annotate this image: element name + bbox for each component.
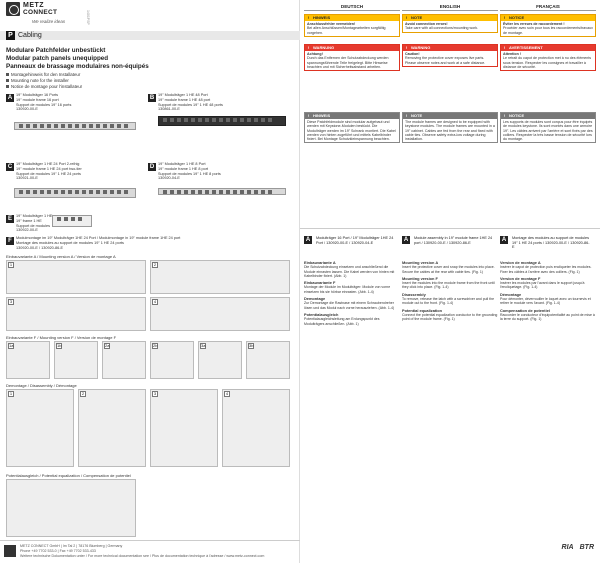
footer-docs: Weitere technische Dokumentation unter / For more technical documentation see / Plus de documentation technique à l'adresse / www.metz-connect.com — [20, 554, 265, 558]
port-icon — [54, 124, 58, 128]
port-icon — [54, 190, 58, 194]
port-icon — [268, 118, 272, 122]
step-image: 4 — [150, 297, 290, 331]
port-icon — [191, 190, 195, 194]
note-kind: ! NOTE — [403, 15, 497, 21]
port-icon — [198, 190, 202, 194]
section-letter: A — [305, 237, 311, 243]
info-kind: ! HINWEIS — [305, 113, 399, 119]
title-en: Modular patch panels unequipped — [6, 55, 109, 62]
port-icon — [89, 190, 93, 194]
port-icon — [82, 124, 86, 128]
port-icon — [68, 190, 72, 194]
section-label: Einbauvariante F / Mounting version F / Version de montage F — [6, 335, 117, 340]
bullet-icon — [6, 85, 9, 88]
info-box: ! NOTICE Les supports de modules sont conçus pour être équipés de modules keystone. Ils sont montés dans une armoire 19". Les câbles arrivent par l'arrière et sont fixés par des colliers. Respecter la très basse tension de sécurité lors du montage. — [500, 112, 596, 143]
step-image: 1a — [6, 341, 50, 379]
port-icon — [89, 124, 93, 128]
section-caption: Montage des modules au support de modules 19" 1 HE 24 ports / 130920-00-E / 130920-86-E — [512, 236, 590, 250]
port-icon — [261, 190, 265, 194]
port-icon — [61, 190, 65, 194]
variant-letter: D — [149, 164, 155, 170]
metz-logo-icon — [4, 545, 16, 557]
port-icon — [205, 190, 209, 194]
port-icon — [268, 190, 272, 194]
right-column — [300, 0, 600, 563]
port-icon — [212, 118, 216, 122]
port-icon — [57, 217, 61, 221]
port-icon — [47, 190, 51, 194]
port-icon — [226, 118, 230, 122]
brand-slogan: We realize ideas — [32, 19, 66, 24]
port-icon — [254, 190, 258, 194]
port-icon — [96, 124, 100, 128]
port-icon — [212, 190, 216, 194]
port-icon — [26, 124, 30, 128]
step-image: 1b — [54, 341, 98, 379]
section-caption: Module assembly in 19" module frame 1HE 24 port / 130920-00-E / 130920-86-E — [414, 236, 493, 245]
btr-logo: BTR — [579, 544, 594, 551]
subtitle-de: Montagehinweis für den Installateur — [11, 72, 81, 77]
port-icon — [33, 190, 37, 194]
port-icon — [68, 124, 72, 128]
warning-box: ! WARNUNG Achtung! Durch das Entfernen der Schutzabdeckung werden spannungsführende Teile freigelegt. Bitte Hinweise beachten und mit Sicherheitsabstand arbeiten. — [304, 44, 400, 71]
port-icon — [71, 217, 75, 221]
variant-caption: 19" Modulträger 16 Ports 19" module frame 16 port Support de modules 19" 16 ports 130920-00-E — [16, 93, 72, 112]
port-icon — [226, 190, 230, 194]
port-icon — [26, 190, 30, 194]
variant-caption: 19" Modulträger 1 HE 24 Port 2-reihig 19" module frame 1 HE 24 port two-tier Support de modules 19" 1 HE 24 ports 130921-00-E — [16, 162, 82, 181]
section-bar — [0, 31, 300, 40]
port-icon — [75, 190, 79, 194]
step-image: 2 — [150, 260, 290, 294]
port-icon — [61, 124, 65, 128]
port-icon — [163, 118, 167, 122]
port-icon — [96, 190, 100, 194]
port-icon — [247, 118, 251, 122]
document-subtitles — [6, 72, 82, 90]
step-image: 2a — [102, 341, 146, 379]
vertical-code: 1401PSP — [86, 10, 90, 25]
brand-name-bottom: CONNECT — [23, 9, 58, 16]
port-icon — [78, 217, 82, 221]
info-box: ! NOTE The module frames are designed to be equipped with keystone modules. The module frames are mounted in a 19" cabinet. Cables are fed from the rear and fixed with cable ties. Observe safety extra-low voltage during installation. — [402, 112, 498, 143]
port-icon — [103, 124, 107, 128]
port-icon — [110, 190, 114, 194]
port-icon — [261, 118, 265, 122]
variant-letter: A — [7, 95, 13, 101]
port-icon — [240, 118, 244, 122]
step-image: 3 — [6, 297, 146, 331]
section-title: Cabling — [18, 31, 42, 39]
port-icon — [198, 118, 202, 122]
section-label: Potentialausgleich / Potential equalization / Compensation de potentiel — [6, 473, 131, 478]
port-icon — [124, 124, 128, 128]
port-icon — [19, 124, 23, 128]
patch-panel-image — [158, 116, 286, 126]
ria-logo: RIA — [561, 544, 574, 551]
mounting-letter: F — [6, 237, 14, 245]
info-kind: ! NOTICE — [501, 113, 595, 119]
section-letter: A — [403, 237, 409, 243]
port-icon — [19, 190, 23, 194]
variant-caption: 19" Modulträger 1 HE 19" frame 1 HE Support de modules 130922-00-E — [16, 214, 53, 233]
port-icon — [184, 118, 188, 122]
section-caption: Modulträger 16 Port / 19" Modulträger 1HE 24 Port / 130920-00-E / 130920-04-E — [316, 236, 394, 245]
section-label: Demontage / Disassembly / Démontage — [6, 383, 77, 388]
step-image: 1 — [6, 389, 74, 467]
port-icon — [47, 124, 51, 128]
port-icon — [163, 190, 167, 194]
brand-name-top: METZ — [23, 2, 45, 9]
port-icon — [247, 190, 251, 194]
variant-letter: E — [7, 216, 12, 222]
port-icon — [170, 190, 174, 194]
title-de: Modulare Patchfelder unbestückt — [6, 47, 106, 54]
warning-kind: ! WARNUNG — [305, 45, 399, 51]
metz-logo-icon — [6, 2, 20, 16]
port-icon — [240, 190, 244, 194]
port-icon — [82, 190, 86, 194]
mounting-caption: Modulmontage im 19" Modulträger 1HE 24 Port / Modulmontage in 19" module frame 1HE 24 port Montage des modules au support de modules 19" 1 HE 24 ports 130920-00-E / 130920-86-E — [16, 236, 181, 250]
step-image: 3 — [150, 389, 218, 467]
subtitle-fr: Notice de montage pour l'installateur — [11, 84, 83, 89]
port-icon — [191, 118, 195, 122]
lang-heading: FRANÇAIS — [500, 4, 596, 11]
bullet-icon — [6, 73, 9, 76]
step-image: 2 — [78, 389, 146, 467]
port-icon — [117, 124, 121, 128]
patch-panel-image — [14, 188, 136, 198]
port-icon — [254, 118, 258, 122]
port-icon — [184, 190, 188, 194]
note-box: ! NOTICE Éviter les erreurs de raccordement ! Procéder avec soin pour tous les raccordements/travaux de montage. — [500, 14, 596, 37]
instructions-fr: Version de montage A Insérer le capot de protection puis encliqueter les modules. Fixer les câbles à l'arrière avec des colliers. (Fig. 1) Version de montage F Insérer les modules par l'avant dans le support jusqu'à l'encliquetage. (Fig. 1-4) Démontage Pour démonter, déverrouiller le loquet avec un tournevis et retirer le module vers l'avant. (Fig. 1-4) Compensation de potentiel Raccorder le conducteur d'équipotentialité au point de mise à la terre du support. (Fig. 1) — [500, 260, 595, 322]
instructions-en: Mounting version A Insert the protective cover and snap the modules into place. Secure the cables at the rear with cable ties. (Fig. 1) Mounting version F Insert the modules into the module frame from the front until they click into place. (Fig. 1-4) Disassembly To remove, release the latch with a screwdriver and pull the module out to the front. (Fig. 1-4) Potential equalization Connect the potential equalization conductor to the grounding point of the module frame. (Fig. 1) — [402, 260, 498, 322]
info-box: ! HINWEIS Diese Patchfeldmodule sind modular aufgebaut und werden mit Keystone-Modulen bestückt. Die Modulträger werden im 19" Schrank montiert. Die Kabel werden von hinten zugeführt und mittels Kabelbinder fixiert. Bei Montage Schutzkleinspannung beachten. — [304, 112, 400, 143]
section-letter: A — [501, 237, 507, 243]
subtitle-en: Mounting note for the installer — [11, 78, 69, 83]
note-kind: ! NOTICE — [501, 15, 595, 21]
port-icon — [177, 118, 181, 122]
brand-logo — [6, 2, 76, 24]
lang-heading: DEUTSCH — [304, 4, 400, 11]
section-letter: P — [6, 31, 15, 40]
port-icon — [219, 118, 223, 122]
port-icon — [124, 190, 128, 194]
patch-panel-image — [14, 122, 136, 130]
warning-kind: ! WARNING — [403, 45, 497, 51]
port-icon — [75, 124, 79, 128]
step-image: 4 — [222, 389, 290, 467]
section-label: Einbauvariante A / Mounting version A / Version de montage A — [6, 254, 116, 259]
warning-kind: ! AVERTISSEMENT — [501, 45, 595, 51]
port-icon — [205, 118, 209, 122]
step-image: 3b — [246, 341, 290, 379]
document-titles — [6, 47, 286, 71]
port-icon — [40, 124, 44, 128]
certification-logos — [556, 544, 594, 551]
step-image: 3a — [198, 341, 242, 379]
port-icon — [117, 190, 121, 194]
port-icon — [233, 118, 237, 122]
note-box: ! NOTE Avoid connection errors! Take care with all connections/mounting work. — [402, 14, 498, 33]
note-box: ! HINWEIS Anschlussfehler vermeiden! Bei allen Anschlüssen/Montagearbeiten sorgfältig vorgehen. — [304, 14, 400, 37]
footer-address: METZ CONNECT GmbH | Im Tal 2 | 78176 Blumberg | Germany — [20, 544, 123, 548]
port-icon — [103, 190, 107, 194]
port-icon — [40, 190, 44, 194]
step-image: 2b — [150, 341, 194, 379]
variant-caption: 19" Modulträger 1 HE 48 Port 19" module frame 1 HE 48 port Support de modules 19" 1 HE 48 ports 130861-00-E — [158, 93, 223, 112]
lang-heading: ENGLISH — [402, 4, 498, 11]
port-icon — [177, 190, 181, 194]
bullet-icon — [6, 79, 9, 82]
warning-box: ! WARNING Caution! Removing the protective cover exposes live parts. Please observe notes and work at a safe distance. — [402, 44, 498, 67]
port-icon — [219, 190, 223, 194]
port-icon — [64, 217, 68, 221]
port-icon — [33, 124, 37, 128]
variant-letter: C — [7, 164, 13, 170]
footer — [0, 540, 300, 563]
note-kind: ! HINWEIS — [305, 15, 399, 21]
grounding-image — [6, 479, 136, 537]
port-icon — [233, 190, 237, 194]
step-image: 1 — [6, 260, 146, 294]
frame-image — [52, 215, 92, 227]
footer-phone: Phone +49 7702 533-0 | Fax +49 7702 533-433 — [20, 549, 96, 553]
port-icon — [110, 124, 114, 128]
instructions-de: Einbauvariante A Die Schutzabdeckung einsetzen und anschließend die Module einrasten lassen. Die Kabel werden von hinten mit Kabelbinder fixiert. (Abb. 1) Einbauvariante F Montage der Module im Modulträger: Module von vorne einsetzen bis sie hörbar einrasten. (Abb. 1-4) Demontage Zur Demontage die Rastnase mit einem Schraubendreher lösen und das Modul nach vorne herausziehen. (Abb. 1-4) Potentialausgleich Potentialausgleichsleitung am Erdungspunkt des Modulträgers anschließen. (Abb. 1) — [304, 260, 395, 326]
variant-caption: 19" Modulträger 1 HE 8 Port 19" module frame 1 HE 8 port Support de modules 19" 1 HE 8 ports 130920-04-E — [158, 162, 221, 181]
port-icon — [170, 118, 174, 122]
variant-letter: B — [149, 95, 155, 101]
patch-panel-image — [158, 188, 286, 195]
warning-box: ! AVERTISSEMENT Attention ! Le retrait du capot de protection met à nu des éléments sous tension. Respecter les consignes et travailler à distance de sécurité. — [500, 44, 596, 71]
info-kind: ! NOTE — [403, 113, 497, 119]
title-fr: Panneaux de brassage modulaires non-équipés — [6, 63, 149, 70]
divider — [300, 228, 600, 229]
